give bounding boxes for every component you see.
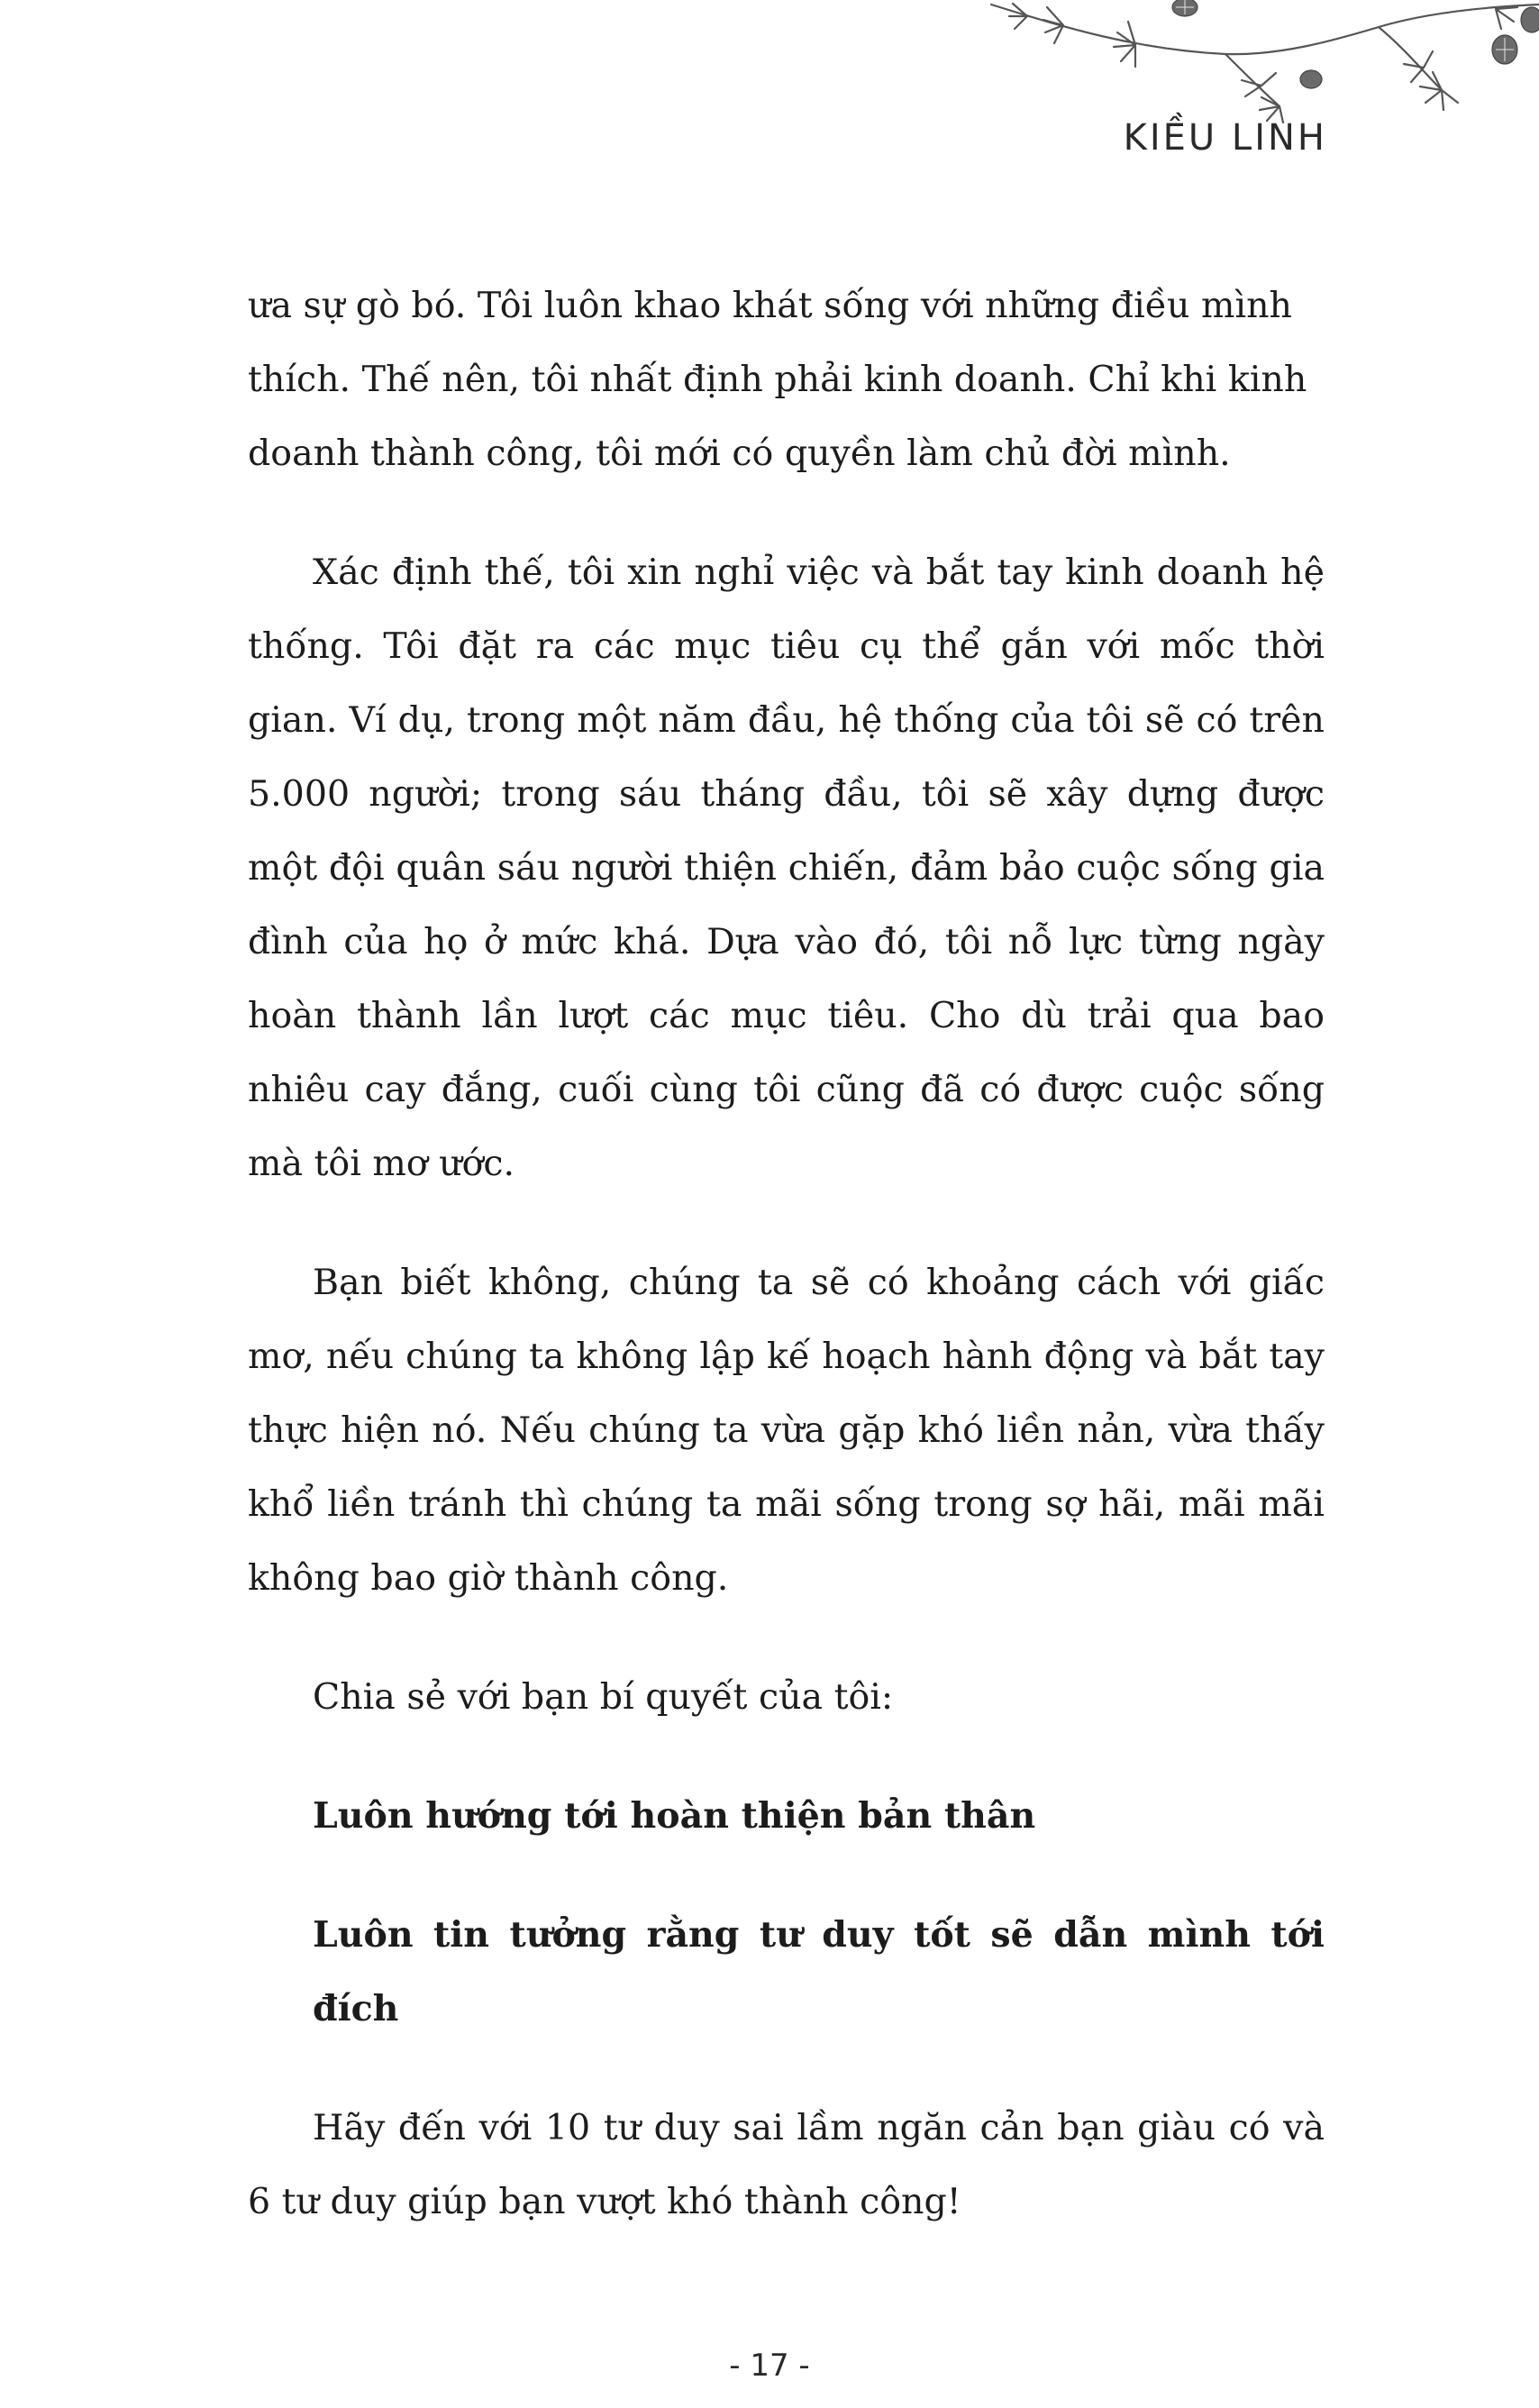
body-text: [248, 269, 1325, 2284]
opening-line-3: doanh thành công, tôi mới có quyền làm chủ đời mình.: [248, 433, 1231, 474]
running-head-author: KIỀU LINH: [1123, 117, 1327, 159]
heading-self-improvement: Luôn hướng tới hoàn thiện bản thân: [313, 1795, 1036, 1837]
paragraph-invitation: Hãy đến với 10 tư duy sai lầm ngăn cản bạn giàu có và 6 tư duy giúp bạn vượt khó thành công!: [248, 2107, 1325, 2222]
page-number: - 17 -: [729, 2348, 810, 2384]
pine-branch-icon: [955, 0, 1539, 126]
opening-line-2: thích. Thế nên, tôi nhất định phải kinh doanh. Chỉ khi kinh: [248, 359, 1307, 400]
heading-good-mindset: Luôn tin tưởng rằng tư duy tốt sẽ dẫn mình tới đích: [313, 1914, 1325, 2029]
opening-line-1: ưa sự gò bó. Tôi luôn khao khát sống với những điều mình: [248, 285, 1292, 326]
paragraph-dream-gap: Bạn biết không, chúng ta sẽ có khoảng cách với giấc mơ, nếu chúng ta không lập kế hoạch hành động và bắt tay thực hiện nó. Nếu chúng ta vừa gặp khó liền nản, vừa thấy khổ liền tránh thì chúng ta mãi sống trong sợ hãi, mãi mãi không bao giờ thành công.: [248, 1262, 1325, 1599]
paragraph-goals: Xác định thế, tôi xin nghỉ việc và bắt tay kinh doanh hệ thống. Tôi đặt ra các mục tiêu cụ thể gắn với mốc thời gian. Ví dụ, trong một năm đầu, hệ thống của tôi sẽ có trên 5.000 người; trong sáu tháng đầu, tôi sẽ xây dựng được một đội quân sáu người thiện chiến, đảm bảo cuộc sống gia đình của họ ở mức khá. Dựa vào đó, tôi nỗ lực từng ngày hoàn thành lần lượt các mục tiêu. Cho dù trải qua bao nhiêu cay đắng, cuối cùng tôi cũng đã có được cuộc sống mà tôi mơ ước.: [248, 552, 1325, 1184]
paragraph-share-secret: Chia sẻ với bạn bí quyết của tôi:: [313, 1676, 894, 1718]
